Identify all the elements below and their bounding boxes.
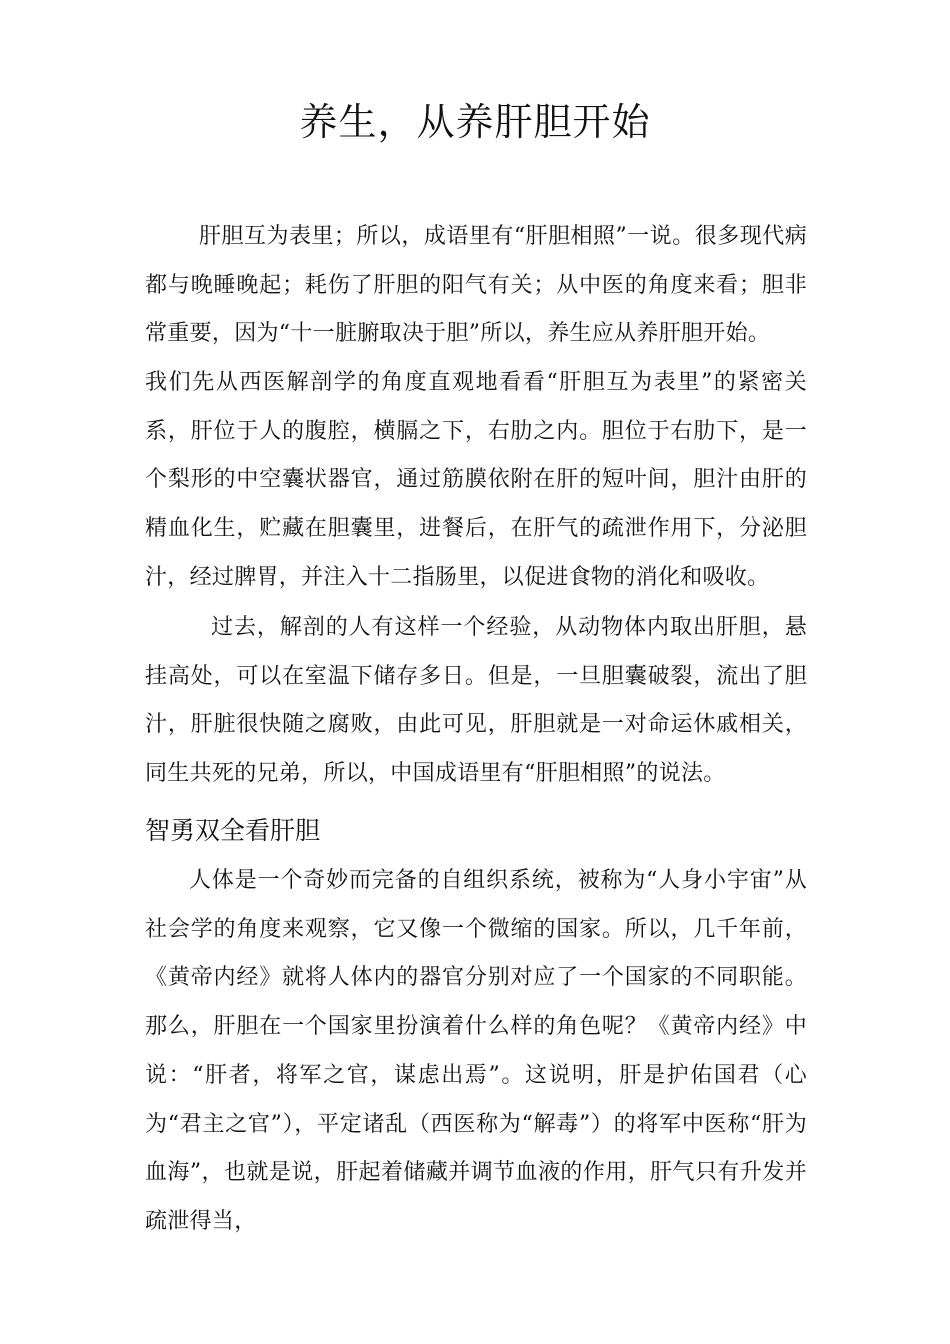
body-paragraph: 过去，解剖的人有这样一个经验，从动物体内取出肝胆，悬挂高处，可以在室温下储存多日。但是，一旦胆囊破裂，流出了胆汁，肝脏很快随之腐败，由此可见，肝胆就是一对命运休戚相关，同生共死的兄弟，所以，中国成语里有“肝胆相照”的说法。 [145, 615, 807, 787]
document-title: 养生，从养肝胆开始 [299, 100, 651, 144]
body-paragraph: 我们先从西医解剖学的角度直观地看看“肝胆互为表里”的紧密关系，肝位于人的腹腔，横膈之下，右肋之内。胆位于右肋下，是一个梨形的中空囊状器官，通过筋膜依附在肝的短叶间，胆汁由肝的精血化生，贮藏在胆囊里，进餐后，在肝气的疏泄作用下，分泌胆汁，经过脾胃，并注入十二指肠里，以促进食物的消化和吸收。 [145, 370, 807, 590]
body-paragraph: 肝胆互为表里；所以，成语里有“肝胆相照”一说。很多现代病都与晚睡晚起；耗伤了肝胆的阳气有关；从中医的角度来看；胆非常重要，因为“十一脏腑取决于胆”所以，养生应从养肝胆开始。 [145, 224, 807, 347]
body-paragraph: 人体是一个奇妙而完备的自组织系统，被称为“人身小宇宙”从社会学的角度来观察，它又像一个微缩的国家。所以，几千年前，《黄帝内经》就将人体内的器官分别对应了一个国家的不同职能。那么，肝胆在一个国家里扮演着什么样的角色呢？《黄帝内经》中说：“肝者，将军之官，谋虑出焉”。这说明，肝是护佑国君（心为“君主之官”），平定诸乱（西医称为“解毒”）的将军中医称“肝为血海”，也就是说，肝起着储藏并调节血液的作用，肝气只有升发并疏泄得当， [145, 868, 807, 1234]
section-heading: 智勇双全看肝胆 [145, 816, 321, 845]
